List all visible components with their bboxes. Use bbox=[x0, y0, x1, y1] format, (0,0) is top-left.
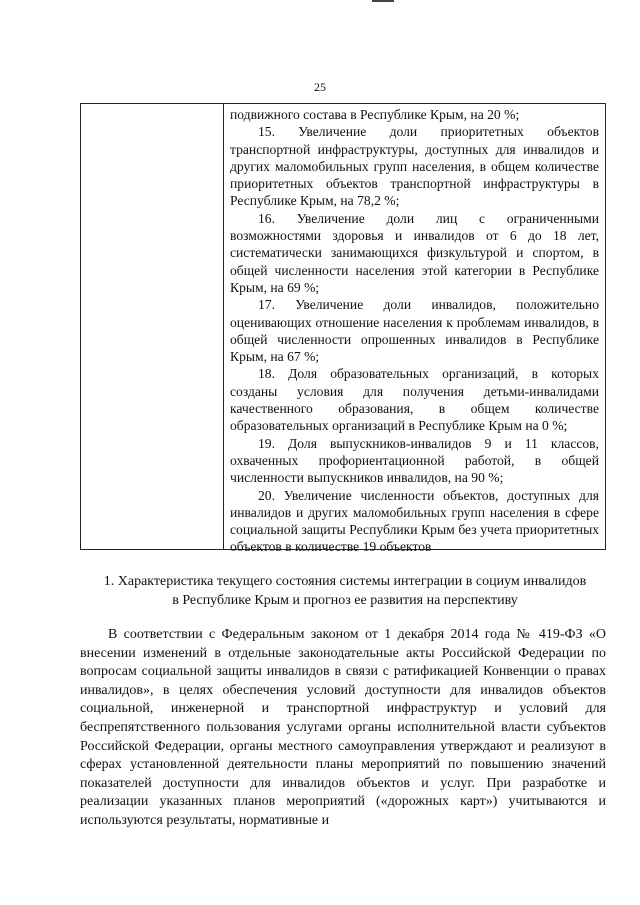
table-right-column bbox=[224, 104, 605, 555]
table-left-column bbox=[81, 104, 224, 549]
table-item-19: 19. Доля выпускников-инвалидов 9 и 11 классов, охваченных профориентационной работой, в общей численности выпускников инвалидов, на 90 %; bbox=[230, 435, 599, 486]
body-paragraph: В соответствии с Федеральным законом от 1 декабря 2014 года № 419-ФЗ «О внесении изменений в отдельные законодательные акты Российской Федерации по вопросам социальной защиты инвалидов в связи с ратификацией Конвенции о правах инвалидов», в целях обеспечения условий доступности для инвалидов объектов социальной, инженерной и транспортной инфраструктур и условий для беспрепятственного пользования услугами органы исполнительной власти субъектов Российской Федерации, органы местного самоуправления утверждают и реализуют в сферах установленной деятельности планы мероприятий по повышению значений показателей доступности для инвалидов объектов и услуг. При разработке и реализации указанных планов мероприятий («дорожных карт») учитываются и используются результаты, нормативные и bbox=[80, 627, 606, 828]
page-number: 25 bbox=[314, 80, 326, 94]
table-item-continuation: подвижного состава в Республике Крым, на 20 %; bbox=[230, 107, 520, 122]
section-heading: 1. Характеристика текущего состояния системы интеграции в социум инвалидов в Республике Крым и прогноз ее развития на перспективу bbox=[103, 574, 587, 608]
table-item-20: 20. Увеличение численности объектов, доступных для инвалидов и других маломобильных групп населения в сфере социальной защиты Республики Крым без учета приоритетных объектов в количестве 19 объектов bbox=[230, 487, 599, 555]
table-item-16: 16. Увеличение доли лиц с ограниченными возможностями здоровья и инвалидов от 6 до 18 лет, систематически занимающихся физкультурой и спортом, в общей численности населения этой категории в Республике Крым, на 69 %; bbox=[230, 210, 599, 295]
table-item-17: 17. Увеличение доли инвалидов, положительно оценивающих отношение населения к проблемам инвалидов, в общей численности опрошенных инвалидов в Республике Крым, на 67 %; bbox=[230, 297, 599, 365]
table-item-15: 15. Увеличение доли приоритетных объектов транспортной инфраструктуры, доступных для инвалидов и других маломобильных групп населения, в общем количестве приоритетных объектов транспортной инфраструктуры в Республике Крым, на 78,2 %; bbox=[230, 124, 599, 209]
indicators-table bbox=[80, 103, 606, 555]
top-scan-mark bbox=[372, 0, 394, 2]
table-item-18: 18. Доля образовательных организаций, в которых созданы условия для получения детьми-инвалидами качественного образования, в общем количестве образовательных организаций в Республике Крым на 0 %; bbox=[230, 366, 599, 434]
